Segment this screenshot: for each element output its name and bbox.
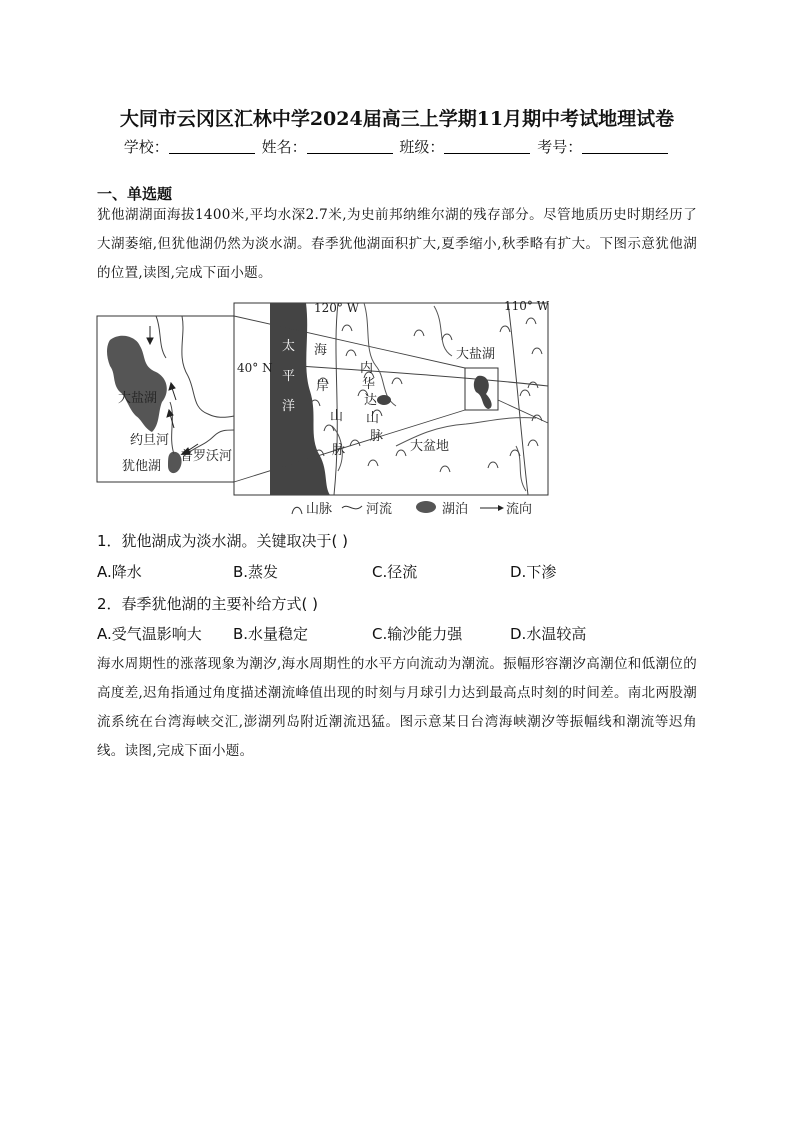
coast-range-char-1: 海: [314, 343, 328, 358]
name-blank[interactable]: [307, 139, 393, 154]
q2-option-c[interactable]: C.输沙能力强: [372, 625, 463, 643]
section-title: 一、单选题: [97, 185, 173, 203]
q1-option-d[interactable]: D.下渗: [510, 563, 557, 581]
lake-legend-icon: [416, 501, 436, 513]
provo-river-label: 普罗沃河: [180, 449, 233, 464]
legend-lake: 湖泊: [442, 502, 469, 517]
inset-salt-lake-label: 大盐湖: [118, 391, 158, 406]
great-salt-lake-inset: [107, 336, 167, 432]
sierra-char-1: 内: [360, 361, 374, 376]
exam-title: 大同市云冈区汇林中学2024届高三上学期11月期中考试地理试卷: [119, 108, 675, 130]
class-label: 班级：: [399, 138, 445, 156]
lat-40-label: 40° N: [237, 361, 273, 375]
question-1-stem: 1．犹他湖成为淡水湖。关键取决于( ): [97, 532, 349, 550]
lat-40-line: [270, 364, 548, 386]
sierra-char-4: 山: [366, 411, 380, 426]
sierra-char-3: 达: [364, 393, 378, 408]
question-2-stem: 2．春季犹他湖的主要补给方式( ): [97, 595, 319, 613]
coast-range-char-3: 山: [330, 409, 344, 424]
great-salt-lake-label: 大盐湖: [456, 347, 496, 362]
passage-utah-lake: 犹他湖湖面海拔1400米,平均水深2.7米,为史前邦纳维尔湖的残存部分。尽管地质历史时期经历了大湖萎缩,但犹他湖仍然为淡水湖。春季犹他湖面积扩大,夏季缩小,秋季略有扩大。下图示意犹他湖的位置,读图,完成下面小题。: [97, 207, 697, 281]
coast-range-char-2: 岸: [316, 379, 330, 394]
utah-lake-map: [96, 296, 552, 524]
number-label: 考号：: [537, 138, 583, 156]
q1-option-b[interactable]: B.蒸发: [233, 563, 279, 581]
mountain-legend-icon: [292, 507, 302, 514]
legend-river: 河流: [366, 502, 393, 517]
student-info-line: [0, 136, 794, 157]
class-blank[interactable]: [444, 139, 530, 154]
map-legend: [292, 501, 532, 517]
q1-option-a[interactable]: A.降水: [97, 563, 142, 581]
legend-mountain: 山脉: [306, 502, 333, 517]
ocean-char-2: 平: [282, 369, 296, 384]
great-basin-label: 大盆地: [410, 439, 450, 454]
name-label: 姓名：: [261, 138, 307, 156]
q1-option-c[interactable]: C.径流: [372, 563, 418, 581]
legend-flow: 流向: [506, 502, 533, 517]
sierra-char-2: 华: [362, 377, 376, 392]
passage-tides: 海水周期性的涨落现象为潮汐,海水周期性的水平方向流动为潮流。振幅形容潮汐高潮位和低潮位的高度差,迟角指通过角度描述潮流峰值出现的时刻与月球引力达到最高点时刻的时间差。南北两股潮流系统在台湾海峡交汇,澎湖列岛附近潮流迅猛。图示意某日台湾海峡潮汐等振幅线和潮流等迟角线。读图,完成下面小题。: [97, 656, 697, 759]
lon-110-line: [508, 303, 528, 495]
jordan-river-label: 约旦河: [130, 433, 170, 448]
coast-range-char-4: 脉: [332, 443, 346, 458]
pacific-ocean: [270, 303, 330, 495]
ocean-char-3: 洋: [282, 399, 296, 414]
q2-option-b[interactable]: B.水量稳定: [233, 625, 309, 643]
lon-120-line: [334, 303, 338, 495]
ocean-char-1: 太: [282, 339, 296, 354]
school-blank[interactable]: [169, 139, 255, 154]
school-label: 学校：: [123, 138, 169, 156]
q2-option-d[interactable]: D.水温较高: [510, 625, 587, 643]
river-legend-icon: [342, 506, 362, 509]
utah-lake-label: 犹他湖: [122, 459, 162, 474]
q2-option-a[interactable]: A.受气温影响大: [97, 625, 202, 643]
number-blank[interactable]: [582, 139, 668, 154]
sierra-char-5: 脉: [370, 429, 384, 444]
lon-120-label: 120° W: [314, 301, 360, 315]
lon-110-label: 110° W: [504, 299, 550, 313]
